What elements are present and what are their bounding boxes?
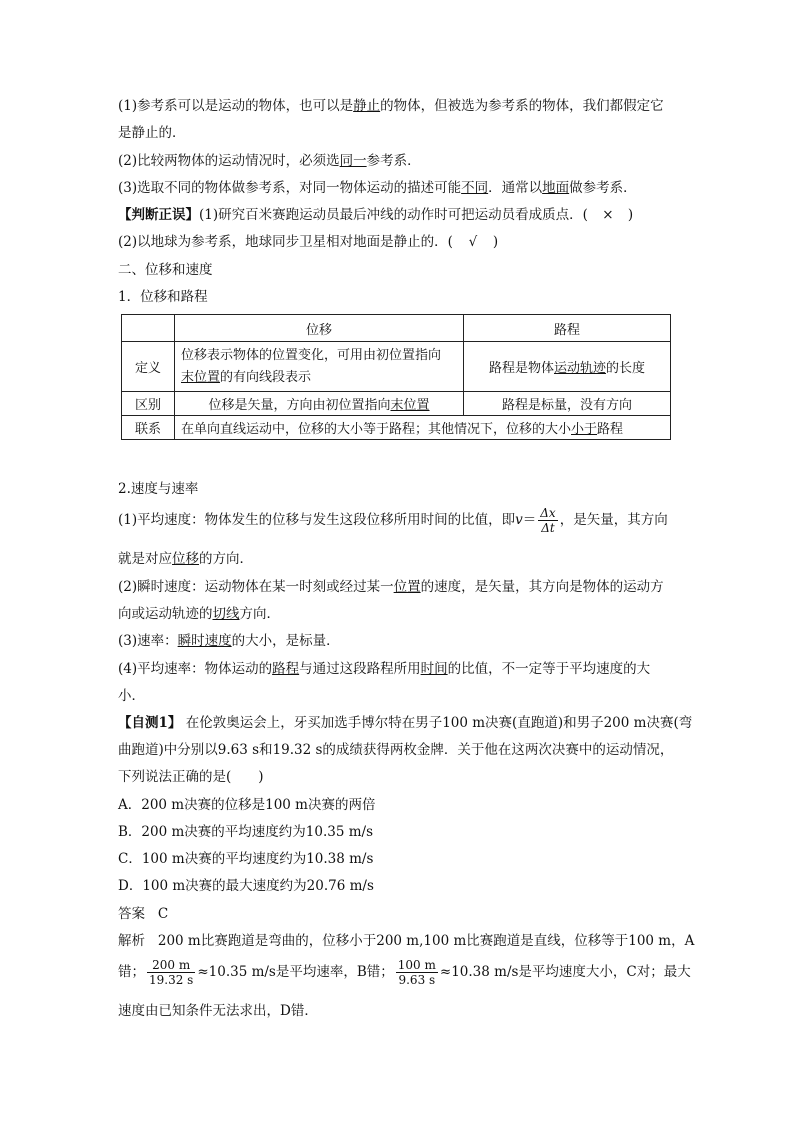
comparison-table: [121, 314, 671, 440]
text: 200 m比赛跑道是弯曲的，位移小于200 m,100 m比赛跑道是直线，位移等于100 m，A: [157, 933, 695, 949]
table-cell: [464, 342, 671, 392]
text: (2)比较两物体的运动情况时，必须选: [118, 153, 340, 169]
text: (3)速率：: [118, 633, 178, 649]
text: 下列说法正确的是( ): [118, 769, 264, 785]
explanation-line-3: [118, 1002, 678, 1020]
answer-label: 答案: [118, 906, 145, 922]
fraction-denominator: 19.32 s: [149, 973, 194, 987]
text: 位移是矢量，方向由初位置指向: [208, 398, 391, 413]
table-header: 路程: [464, 315, 671, 342]
text: 是静止的．: [118, 125, 186, 141]
answer-value: C: [157, 906, 169, 922]
text: 的方向．: [199, 551, 253, 567]
text: ＝: [522, 512, 537, 528]
row-header: 区别: [122, 392, 175, 416]
text: 参考系．: [366, 153, 421, 169]
speed-line-6: [118, 660, 678, 678]
fraction-numerator: 100 m: [397, 958, 436, 972]
table-header-row: [122, 315, 671, 342]
speed-line-7: [118, 687, 678, 705]
explanation-line-1: [118, 932, 695, 950]
speed-line-5: [118, 632, 678, 650]
text: (3)选取不同的物体做参考系，对同一物体运动的描述可能: [118, 180, 462, 196]
underlined-answer: 小于: [571, 422, 598, 437]
text: 路程: [597, 422, 624, 437]
underlined-answer: 末位置: [390, 398, 430, 413]
explanation-line-2: [118, 956, 691, 988]
underlined-answer: 位移: [172, 551, 199, 567]
table-cell: [175, 416, 671, 440]
underlined-answer: 运动轨迹: [553, 361, 606, 376]
option-d: D．100 m决赛的最大速度约为20.76 m/s: [118, 878, 374, 894]
text: 的速度，是矢量，其方向是物体的运动方: [420, 579, 664, 595]
option-c: C．100 m决赛的平均速度约为10.38 m/s: [118, 851, 374, 867]
question-tag: 【自测1】: [118, 715, 182, 731]
question-line-3: [118, 768, 678, 786]
text: ．通常以: [488, 180, 543, 196]
text: ): [492, 234, 499, 250]
underlined-answer: 切线: [212, 606, 240, 622]
ref-frame-line-1: [118, 97, 678, 115]
table-row: [122, 392, 671, 416]
text: 的长度: [606, 361, 646, 376]
underlined-answer: 静止: [353, 98, 381, 114]
fraction-numerator: Δx: [540, 506, 556, 520]
text: 方向．: [239, 606, 280, 622]
text: 小．: [118, 688, 145, 704]
judge-line-2: [118, 233, 678, 251]
answer-line: [118, 905, 678, 923]
text: 位移表示物体的位置变化，可用由初位置指向: [181, 347, 442, 363]
text: (1)参考系可以是运动的物体，也可以是: [118, 98, 354, 114]
text: (2)以地球为参考系，地球同步卫星相对地面是静止的．(: [118, 234, 453, 250]
table-cell: [175, 342, 464, 392]
text: ，是矢量，其方向: [559, 512, 668, 528]
section-heading: 二、位移和速度: [118, 262, 213, 278]
underlined-answer: 位置: [393, 579, 421, 595]
text: 的物体，但被选为参考系的物体，我们都假定它: [380, 98, 664, 114]
underlined-answer: 末位置: [181, 369, 221, 385]
option-a: A．200 m决赛的位移是100 m决赛的两倍: [118, 797, 376, 813]
speed-line-3: [118, 578, 678, 596]
speed-line-4: [118, 605, 678, 623]
ref-frame-line-2: [118, 124, 678, 142]
judge-answer: √: [468, 234, 478, 250]
text: 速度由已知条件无法求出，D错．: [118, 1003, 318, 1019]
underlined-answer: 路程: [272, 661, 300, 677]
fraction-denominator: Δt: [541, 521, 555, 535]
judge-line-1: [118, 206, 678, 224]
text: (4)平均速率：物体运动的: [118, 661, 273, 677]
fraction: [147, 958, 195, 987]
question-line-2: [118, 741, 678, 759]
ref-frame-line-4: [118, 179, 678, 197]
underlined-answer: 时间: [420, 661, 448, 677]
option-b: B．200 m决赛的平均速度约为10.35 m/s: [118, 824, 373, 840]
table-corner: [122, 315, 175, 342]
judge-tag: 【判断正误】: [118, 207, 199, 223]
speed-line-1: [118, 506, 678, 535]
underlined-answer: 地面: [542, 180, 570, 196]
text: 曲跑道)中分别以9.63 s和19.32 s的成绩获得两枚金牌．关于他在这两次决赛中的运动情况，: [118, 742, 674, 758]
subheading-speed: 2.速度与速率: [118, 481, 199, 497]
text: ≈10.38 m/s是平均速度大小，C对；最大: [439, 964, 691, 980]
text: 在单向直线运动中，位移的大小等于路程；其他情况下，位移的大小: [181, 422, 572, 437]
fraction-denominator: 9.63 s: [398, 973, 436, 987]
underlined-answer: 不同: [461, 180, 489, 196]
text: 的大小，是标量．: [231, 633, 340, 649]
subheading-displacement: 1．位移和路程: [118, 289, 208, 305]
question-line-1: [118, 714, 693, 732]
text: (2)瞬时速度：运动物体在某一时刻或经过某一: [118, 579, 394, 595]
fraction: [396, 958, 438, 987]
text: 错；: [118, 964, 145, 980]
row-header: 联系: [122, 416, 175, 440]
speed-line-2: [118, 550, 678, 568]
text: (1)研究百米赛跑运动员最后冲线的动作时可把运动员看成质点．(: [199, 207, 588, 223]
text: 与通过这段路程所用: [299, 661, 421, 677]
row-header: 定义: [122, 342, 175, 392]
underlined-answer: 同一: [339, 153, 367, 169]
table-row: [122, 416, 671, 440]
text: ): [627, 207, 634, 223]
explanation-label: 解析: [118, 933, 145, 949]
text: 路程是物体: [488, 361, 554, 376]
table-row: [122, 342, 671, 392]
text: 的比值，不一定等于平均速度的大: [447, 661, 651, 677]
text: 的有向线段表示: [220, 369, 312, 385]
fraction-numerator: 200 m: [147, 958, 195, 973]
underlined-answer: 瞬时速度: [177, 633, 232, 649]
table-header: 位移: [175, 315, 464, 342]
text: 做参考系．: [569, 180, 637, 196]
ref-frame-line-3: [118, 152, 678, 170]
table-cell: [175, 392, 464, 416]
math-variable: v: [515, 512, 523, 528]
fraction: [538, 506, 557, 535]
text: 向或运动轨迹的: [118, 606, 213, 622]
text: 就是对应: [118, 551, 172, 567]
table-cell: 路程是标量，没有方向: [464, 392, 671, 416]
text: (1)平均速度：物体发生的位移与发生这段位移所用时间的比值，即: [118, 512, 516, 528]
judge-answer: ×: [602, 207, 614, 223]
text: 在伦敦奥运会上，牙买加选手博尔特在男子100 m决赛(直跑道)和男子200 m决赛(弯: [185, 715, 693, 731]
text: ≈10.35 m/s是平均速率，B错；: [197, 964, 394, 980]
